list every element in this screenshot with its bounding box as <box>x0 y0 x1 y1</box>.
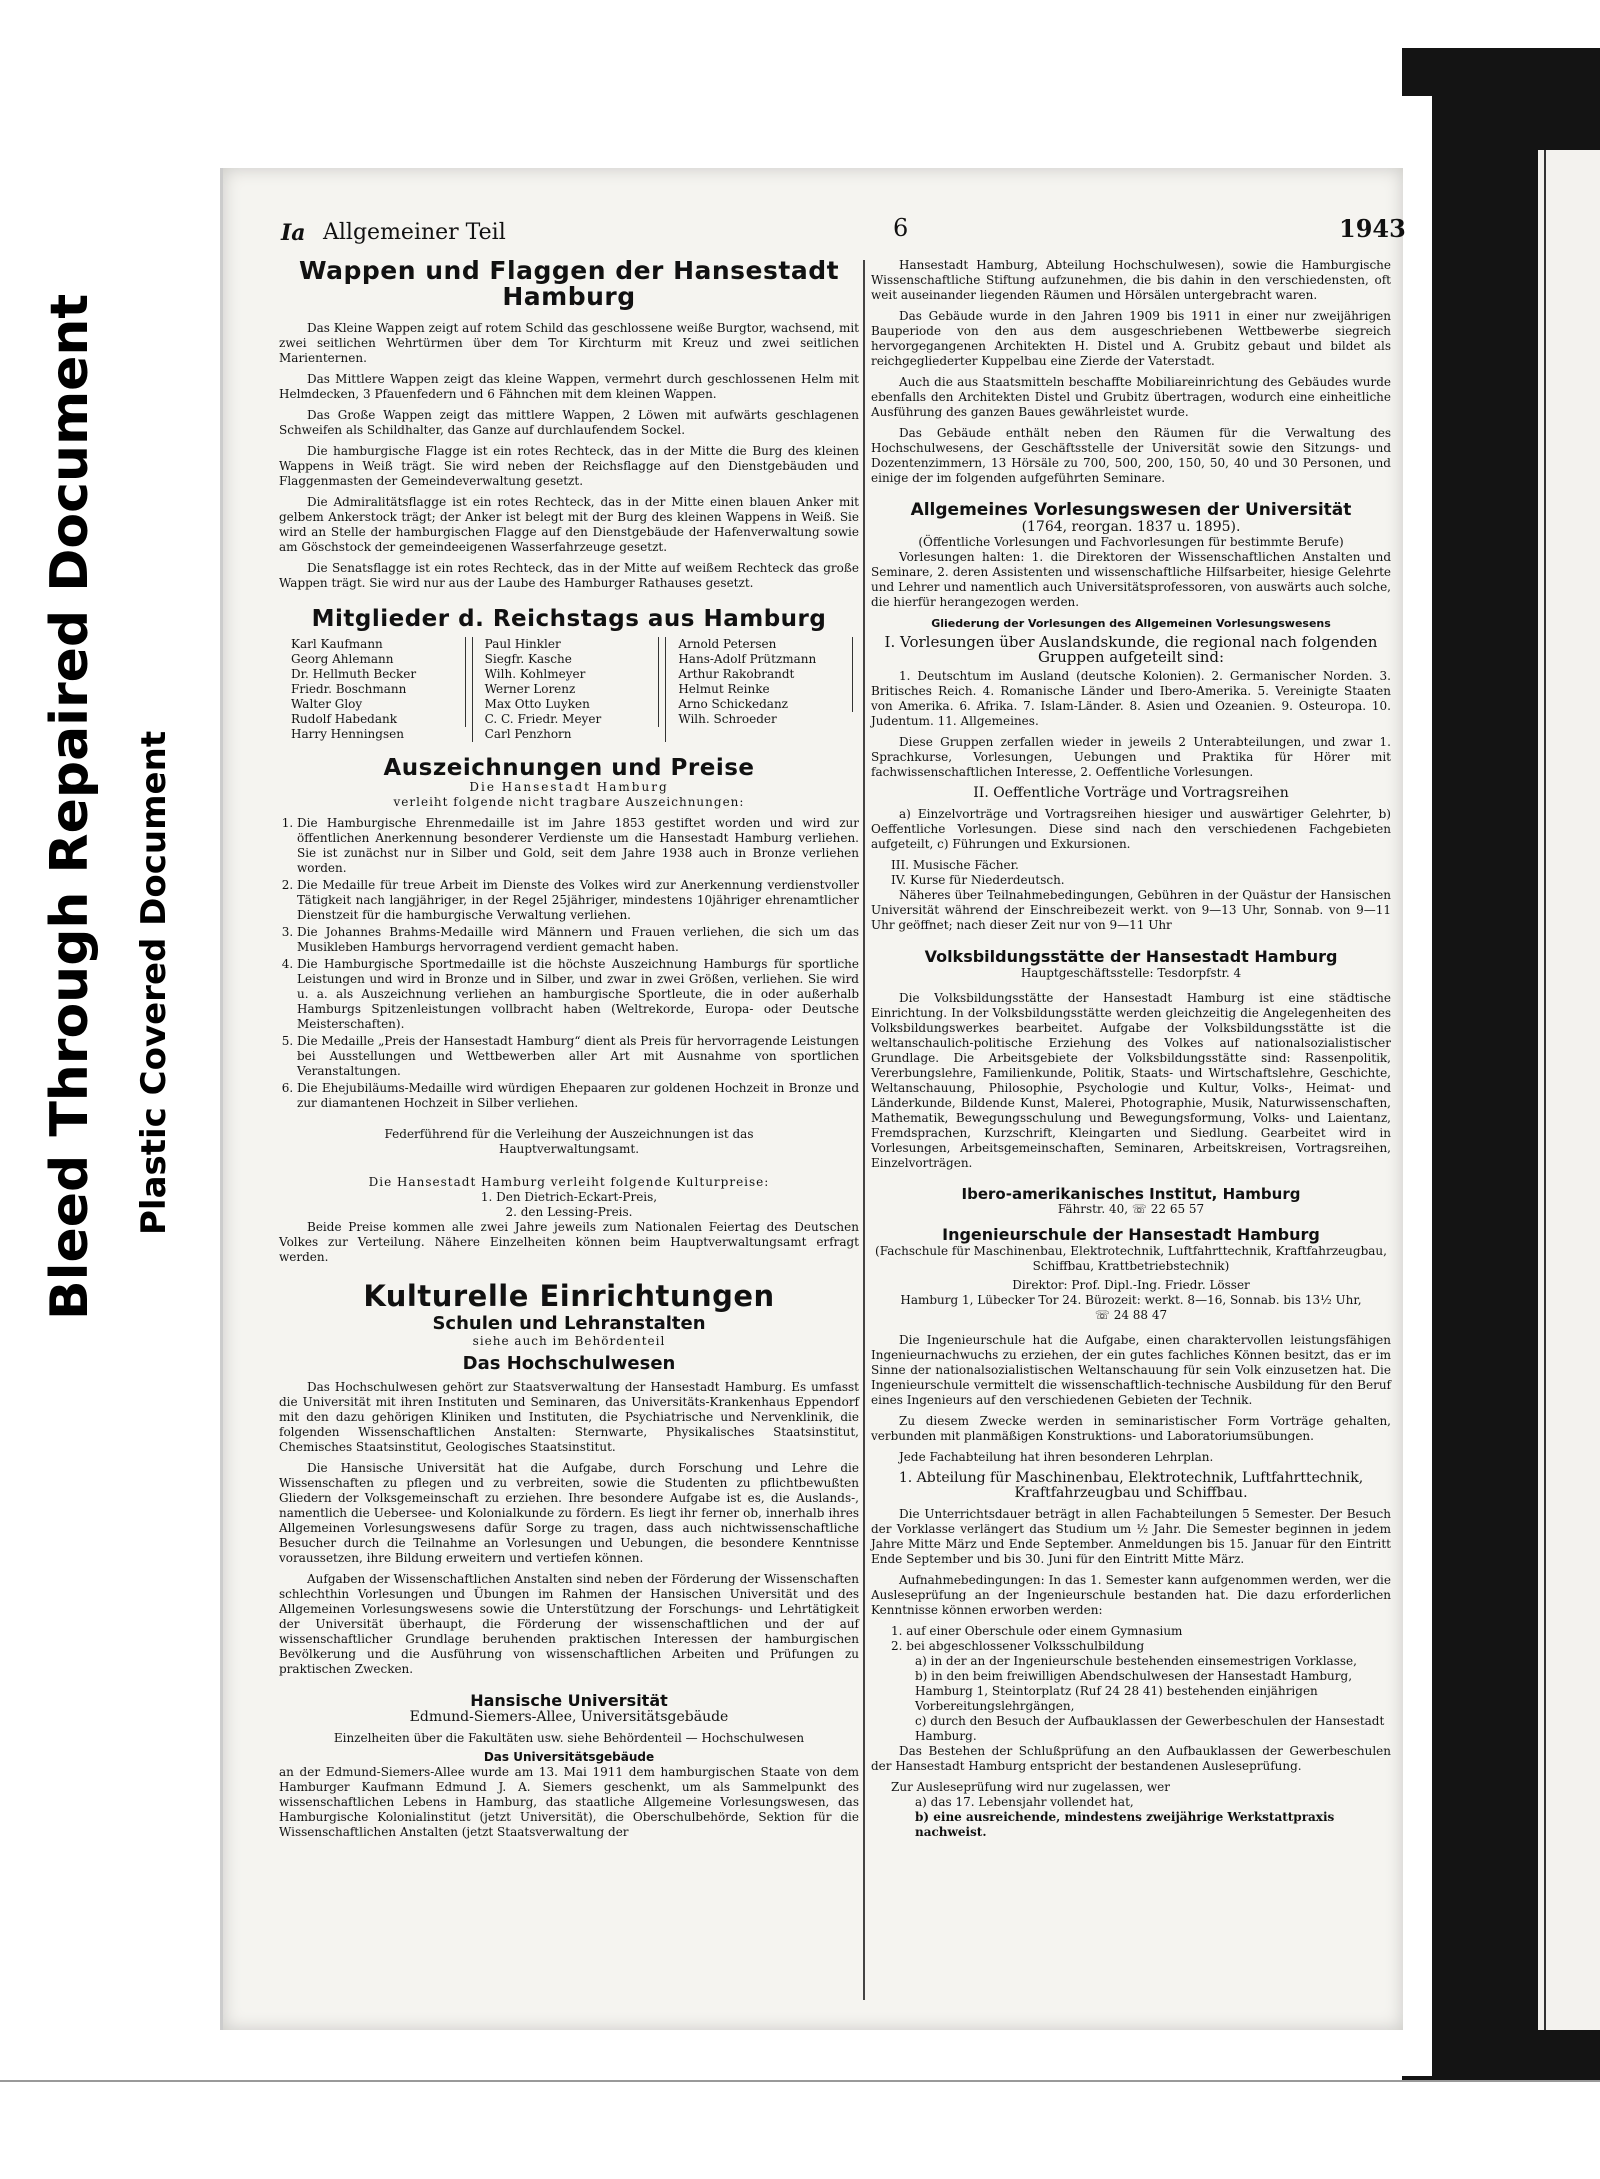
schulen-note: siehe auch im Behördenteil <box>472 1334 666 1349</box>
wappen-para: Das Kleine Wappen zeigt auf rotem Schild das geschlossene weiße Burgtor, wachsend, mit zwei seitlichen Wehrtürmen über dem Tor Kirchturm mit Kreuz und zwei seitlichen Marienternen. <box>279 320 859 365</box>
ingenieur-para: Zu diesem Zwecke werden in seminaristischer Form Vorträge gehalten, verbunden mit planmäßigen Konstruktions- und Laboratoriumsübungen. <box>871 1414 1391 1444</box>
schluss-text: Das Bestehen der Schlußprüfung an den Aufbauklassen der Gewerbeschulen der Hansestadt Hamburg entspricht der bestandenen Ausleseprüfung. <box>871 1744 1391 1774</box>
section-title: Allgemeiner Teil <box>323 220 506 245</box>
universitaet-address: Edmund-Siemers-Allee, Universitätsgebäude <box>409 1708 729 1725</box>
phone-icon: ☏ <box>1094 1308 1110 1323</box>
ingenieur-phone: 24 88 47 <box>1113 1308 1168 1323</box>
hsw-para: Die Hansische Universität hat die Aufgabe, durch Forschung und Lehre die Wissenschaften zu pflegen und zu verbreiten, sowie die Studenten zu pflichtbewußten Gliedern der Volksgemeinschaft zu erziehen. Ihre besondere Aufgabe ist es, die Auslands-, namentlich die Uebersee- und Kolonialkunde zu fördern. Es liegt ihr ferner ob, innerhalb ihres Allgemeinen Vorlesungswesens dafür Sorge zu tragen, dass auch nichtwissenschaftliche Besucher durch die Teilnahme an Vorlesungen und Uebungen, die besondere Kenntnisse voraussetzen, ihre Bildung erweitern und vertiefen können. <box>279 1461 859 1565</box>
groups-text: 1. Deutschtum im Ausland (deutsche Kolonien). 2. Germanischer Norden. 3. Britisches Reich. 4. Romanische Länder und Ibero-Amerika. 5. Vereinigte Staaten von Amerika. 6. Afrika. 7. Islam-Länder. 8. Asien und Ozeanien. 9. Osteuropa. 10. Judentum. 11. Allgemeines. <box>871 668 1391 728</box>
award-list <box>279 816 859 1111</box>
ibero-address: Fährstr. 40, <box>1057 1202 1129 1217</box>
wappen-para: Die Admiralitätsflagge ist ein rotes Rechteck, das in der Mitte einen blauen Anker mit gelbem Ankerstock trägt; der Anker ist belegt mit der Burg des kleinen Wappens in Weiß. Sie wird an Stelle der hamburgischen Flagge auf den Dienstgebäude der Hafenverwaltung sowie am Göschstock der gemeindeeigenen Wasserfahrzeuge gesetzt. <box>279 494 859 554</box>
ibero-phone: 22 65 57 <box>1150 1202 1205 1217</box>
member: Georg Ahlemann <box>285 652 466 667</box>
award-item: 6. Die Ehejubiläums-Medaille wird würdigen Ehepaaren zur goldenen Hochzeit in Bronze und zur diamantenen Hochzeit in Silber verliehen. <box>297 1081 859 1111</box>
adjacent-page-edge <box>1538 150 1600 2030</box>
member: Arthur Rakobrandt <box>672 667 853 682</box>
kultur-prize: 1. Den Dietrich-Eckart-Preis, <box>480 1189 658 1204</box>
award-item: 3. Die Johannes Brahms-Medaille wird Männern und Frauen verliehen, die sich um das Musikleben Hamburgs hervorragend verdient gemacht haben. <box>297 925 859 955</box>
award-item: 1. Die Hamburgische Ehrenmedaille ist im Jahre 1853 gestiftet worden und wird zur öffentlichen Anerkennung besonderer Verdienste um die Hansestadt Hamburg verliehen. Sie ist zunächst nur in Silber und Gold, seit dem Jahre 1938 auch in Bronze verliehen worden. <box>297 816 859 876</box>
reichstag-heading: Mitglieder d. Reichstags aus Hamburg <box>311 605 827 632</box>
vbs-text: Die Volksbildungsstätte der Hansestadt Hamburg ist eine städtische Einrichtung. In der Volksbildungsstätte werden gleichzeitig die Angelegenheiten des Volksbildungswerkes bearbeitet. Aufgabe der Volksbildungsstätte ist die weltanschaulich-politische Erziehung des Volkes auf nationalsozialistischer Grundlage. Die Arbeitsgebiete der Volksbildungsstätte sind: Rassenpolitik, Vererbungslehre, Familienkunde, Politik, Staats- und Wirtschaftslehre, Geschichte, Weltanschauung, Philosophie, Psychologie und Kultur, Volks-, Heimat- und Länderkunde, Bildende Kunst, Malerei, Photographie, Musik, Naturwissenschaften, Mathematik, Bewegungsschulung und Bewegungsformung, Volks- und Laientanz, Fremdsprachen, Kurzschrift, Kleingarten und Siedlung. Gearbeitet wird in Vorlesungen, Arbeitsgemeinschaften, Seminaren, Arbeitskreisen, Vortragsreihen, Einzelvorträgen. <box>871 990 1391 1170</box>
section-4: IV. Kurse für Niederdeutsch. <box>891 872 1065 887</box>
member: Arno Schickedanz <box>672 697 853 712</box>
ingenieur-address: Hamburg 1, Lübecker Tor 24. Bürozeit: werkt. 8—16, Sonnab. bis 13½ Uhr, <box>900 1293 1362 1308</box>
bleed-through-label: Bleed Through Repaired Document <box>40 293 100 1320</box>
hochschulwesen-heading: Das Hochschulwesen <box>462 1353 676 1375</box>
member: Werner Lorenz <box>479 682 660 697</box>
universitaet-text: an der Edmund-Siemers-Allee wurde am 13. Mai 1911 dem hamburgischen Staate von dem Hamburger Kaufmann Edmund J. A. Siemers geschenkt, um als Sammelpunkt des wissenschaftlichen Lebens in Hamburg, das staatliche Allgemeine Vorlesungswesen, das Hamburgische Kolonialinstitut (jetzt Universität), die Oberschulbehörde, Sektion für die Wissenschaftlichen Anstalten (jetzt Staatsverwaltung der <box>279 1764 859 1839</box>
requirement: 2. bei abgeschlossener Volksschulbildung <box>891 1639 1145 1654</box>
ibero-heading: Ibero-amerikanisches Institut, Hamburg <box>961 1184 1301 1203</box>
abteilung-text: Die Unterrichtsdauer beträgt in allen Fachabteilungen 5 Semester. Der Besuch der Vorklasse verlängert das Studium um ½ Jahr. Die Semester beginnen in jedem Jahre Mitte März und Ende September. Anmeldungen bis 15. Januar für den Eintritt Ende September und bis 30. Juni für den Eintritt Mitte März. <box>871 1507 1391 1567</box>
universitaet-note: Einzelheiten über die Fakultäten usw. siehe Behördenteil — Hochschulwesen <box>333 1730 805 1745</box>
member: Friedr. Boschmann <box>285 682 466 697</box>
abteilung-heading: 1. Abteilung für Maschinenbau, Elektrotechnik, Luftfahrttechnik, Kraftfahrzeugbau und Schiffbau. <box>898 1470 1364 1502</box>
award-item: 5. Die Medaille „Preis der Hansestadt Hamburg“ dient als Preis für hervorragende Leistungen bei Ausstellungen und Wettbewerben aller Art mit Ausnahme von sportlichen Veranstaltungen. <box>297 1034 859 1079</box>
ingenieur-director: Direktor: Prof. Dipl.-Ing. Friedr. Lösser <box>1012 1278 1250 1293</box>
universitaet-heading: Hansische Universität <box>470 1691 668 1710</box>
member: Carl Penzhorn <box>484 726 572 741</box>
page-header <box>281 214 1406 254</box>
phone-icon: ☏ <box>1131 1202 1147 1217</box>
preise-subtitle: Die Hansestadt Hamburg <box>469 779 669 794</box>
preise-subtitle: verleiht folgende nicht tragbare Auszeichnungen: <box>393 794 745 809</box>
award-item: 4. Die Hamburgische Sportmedaille ist die höchste Auszeichnung Hamburgs für sportliche Leistungen und wird in Bronze und in Silber, und zwar in zwei Größen, verliehen. Sie wird u. a. als Auszeichnung verliehen an hamburgische Sportleute, die in oder außerhalb Hamburgs Spitzenleistungen vollbracht haben (Weltrekorde, Europa- oder Deutsche Meisterschaften). <box>297 957 859 1032</box>
hsw-para: Aufgaben der Wissenschaftlichen Anstalten sind neben der Förderung der Wissenschaften schlechthin Vorlesungen und Übungen im Rahmen der Hansischen Universität und des Allgemeinen Vorlesungswesens sowie die Unterstützung der Forschungs- und Lehrtätigkeit der Universität überhaupt, die Förderung der wissenschaftlichen und der auf wissenschaftlicher Grundlage beruhenden praktischen Interessen der hamburgischen Bevölkerung und die Ausführung von wissenschaftlichen Arbeiten und Prüfungen zu praktischen Zwecken. <box>279 1572 859 1676</box>
wappen-para: Das Mittlere Wappen zeigt das kleine Wappen, vermehrt durch geschlossenen Helm mit Helmdecken, 3 Pfauenfedern und 6 Fähnchen mit dem kleinen Wappen. <box>279 371 859 401</box>
wappen-para: Die Senatsflagge ist ein rotes Rechteck, das in der Mitte auf weißem Rechteck das große Wappen trägt. Sie wird nur aus der Laube des Hamburger Rathauses gesetzt. <box>279 560 859 590</box>
member: Paul Hinkler <box>479 637 660 652</box>
avw-years: (1764, reorgan. 1837 u. 1895). <box>1021 518 1241 535</box>
kultur-prize: 2. den Lessing-Preis. <box>505 1204 633 1219</box>
plastic-covered-label: Plastic Covered Document <box>134 730 174 1235</box>
aufnahme-text: Aufnahmebedingungen: In das 1. Semester kann aufgenommen werden, wer die Ausleseprüfung an der Ingenieurschule bestanden hat. Die dazu erforderlichen Kenntnisse können erworben werden: <box>871 1573 1391 1618</box>
member: Harry Henningsen <box>291 726 404 741</box>
member: Wilh. Schroeder <box>678 711 777 726</box>
side-labels <box>40 293 200 1340</box>
member: Arnold Petersen <box>672 637 853 652</box>
fees-text: Näheres über Teilnahmebedingungen, Gebühren in der Quästur der Hansischen Universität während der Einschreibezeit werkt. von 9—13 Uhr, Sonnab. von 9—11 Uhr geöffnet; nach dieser Zeit nur von 9—11 Uhr <box>871 887 1391 932</box>
member: Dr. Hellmuth Becker <box>285 667 466 682</box>
document-page <box>220 168 1406 2030</box>
kulturelle-heading: Kulturelle Einrichtungen <box>363 1278 775 1313</box>
hsw-para: Das Hochschulwesen gehört zur Staatsverwaltung der Hansestadt Hamburg. Es umfasst die Universität mit ihren Instituten und Seminaren, das Universitäts-Krankenhaus Eppendorf mit den dazu gehörigen Kliniken und Instituten, die Psychiatrische und Nervenklinik, die folgenden Wissenschaftlichen Anstalten: Sternwarte, Physikalisches Staatsinstitut, Chemisches Staatsinstitut, Geologisches Staatsinstitut. <box>279 1380 859 1454</box>
award-item: 2. Die Medaille für treue Arbeit im Dienste des Volkes wird zur Anerkennung verdienstvoller Tätigkeit nach langjähriger, in der Regel 25jähriger, mindestens 10jähriger ehrenamtlicher Dienstzeit für die hamburgische Verwaltung verliehen. <box>297 878 859 923</box>
member: C. C. Friedr. Meyer <box>479 712 660 727</box>
gliederung-heading: Gliederung der Vorlesungen des Allgemeinen Vorlesungswesens <box>931 616 1331 630</box>
wappen-para: Das Große Wappen zeigt das mittlere Wappen, 2 Löwen mit aufwärts geschlagenen Schweifen als Schildhalter, das Ganze auf durchlaufendem Sockel. <box>279 407 859 437</box>
avw-text: Vorlesungen halten: 1. die Direktoren der Wissenschaftlichen Anstalten und Seminare, 2. deren Assistenten und wissenschaftliche Hilfsarbeiter, hiesige Gelehrte und Lehrer und namentlich auch Universitätsprofessoren, von auswärts auch solche, die hierfür herangezogen werden. <box>871 549 1391 609</box>
vbs-heading: Volksbildungsstätte der Hansestadt Hamburg <box>924 946 1338 966</box>
column-divider <box>863 260 865 2000</box>
requirement: 1. auf einer Oberschule oder einem Gymnasium <box>891 1624 1183 1639</box>
member: Max Otto Luyken <box>479 697 660 712</box>
section-mark: Ia <box>281 220 306 246</box>
member: Siegfr. Kasche <box>479 652 660 667</box>
ingenieur-heading: Ingenieurschule der Hansestadt Hamburg <box>942 1225 1320 1245</box>
federf-line: Hauptverwaltungsamt. <box>498 1141 640 1156</box>
zulassung: Zur Ausleseprüfung wird nur zugelassen, wer <box>891 1780 1170 1795</box>
intro-para: Hansestadt Hamburg, Abteilung Hochschulwesen), sowie die Hamburgische Wissenschaftliche Stiftung aufzunehmen, die bis dahin in den verschiedensten, oft weit auseinander liegenden Räumen und Hörsälen untergebracht waren. <box>871 258 1391 302</box>
vbs-sub: Hauptgeschäftsstelle: Tesdorpfstr. 4 <box>1020 965 1242 980</box>
intro-para: Das Gebäude enthält neben den Räumen für die Verwaltung des Hochschulwesens, der Geschäftsstelle der Universität sowie den Sitzungs- und Dozentenzimmern, 13 Hörsäle zu 700, 500, 200, 150, 50, 40 und 30 Personen, und einige der im folgenden aufgeführten Seminare. <box>871 426 1391 485</box>
wappen-para: Die hamburgische Flagge ist ein rotes Rechteck, das in der Mitte die Burg des kleinen Wappens in Weiß trägt. Sie wird neben der Reichsflagge auf den Dienstgebäuden und Flaggenmasten der Gemeindeverwaltung gesetzt. <box>279 443 859 488</box>
section-2-text: a) Einzelvorträge und Vortragsreihen hiesiger und auswärtiger Gelehrter, b) Oeffentliche Vorlesungen. Diese sind nach den verschiedenen Fachgebieten aufgeteilt, c) Führungen und Exkursionen. <box>871 806 1391 851</box>
left-column <box>279 258 859 1846</box>
zulassung-item: b) eine ausreichende, mindestens zweijährige Werkstattpraxis nachweist. <box>915 1810 1335 1840</box>
year: 1943 <box>1339 214 1406 243</box>
member: Rudolf Habedank <box>285 712 466 727</box>
avw-sub: (Öffentliche Vorlesungen und Fachvorlesungen für bestimmte Berufe) <box>918 534 1344 549</box>
universitaetsgebaeude-heading: Das Universitätsgebäude <box>483 1749 655 1764</box>
kultur-intro: Die Hansestadt Hamburg verleiht folgende Kulturpreise: <box>368 1174 770 1189</box>
member: Hans-Adolf Prützmann <box>672 652 853 667</box>
requirement: a) in der an der Ingenieurschule bestehenden einsemestrigen Vorklasse, <box>915 1654 1357 1669</box>
section-2-heading: II. Oeffentliche Vorträge und Vortragsreihen <box>973 784 1289 801</box>
page-number: 6 <box>893 214 909 242</box>
intro-para: Das Gebäude wurde in den Jahren 1909 bis 1911 in einer nur zweijährigen Bauperiode von den aus dem ausgeschriebenen Wettbewerbe siegreich hervorgegangenen Architekten H. Distel und A. Grubitz gebaut und bildet als reichgegliederter Kuppelbau eine Zierde der Vaterstadt. <box>871 309 1391 368</box>
member: Walter Gloy <box>285 697 466 712</box>
scan-bottom-margin <box>0 2080 1600 2179</box>
section-3: III. Musische Fächer. <box>891 857 1019 872</box>
schulen-heading: Schulen und Lehranstalten <box>432 1313 706 1335</box>
kultur-note: Beide Preise kommen alle zwei Jahre jeweils zum Nationalen Feiertag des Deutschen Volkes zur Verteilung. Nähere Einzelheiten können beim Hauptverwaltungsamt erfragt werden. <box>279 1219 859 1264</box>
member: Wilh. Kohlmeyer <box>479 667 660 682</box>
federf-line: Federführend für die Verleihung der Auszeichnungen ist das <box>384 1126 754 1141</box>
right-column <box>871 258 1391 1840</box>
preise-heading: Auszeichnungen und Preise <box>383 754 755 781</box>
avw-heading: Allgemeines Vorlesungswesen der Universität <box>910 500 1352 520</box>
ibero-contact <box>871 1202 1391 1217</box>
ingenieur-contact <box>871 1308 1391 1323</box>
ingenieur-sub: (Fachschule für Maschinenbau, Elektrotechnik, Luftfahrttechnik, Kraftfahrzeugbau, Schiffbau, Krattbetriebstechnik) <box>875 1244 1387 1274</box>
scan-top-margin <box>0 0 1600 48</box>
member-list <box>279 637 859 742</box>
section-1-heading: I. Vorlesungen über Auslandskunde, die regional nach folgenden Gruppen aufgeteilt sind: <box>884 632 1378 666</box>
requirement: b) in den beim freiwilligen Abendschulwesen der Hansestadt Hamburg, Hamburg 1, Steintorplatz (Ruf 24 28 41) bestehenden einjährigen Vorbereitungslehrgängen, <box>915 1669 1353 1714</box>
wappen-heading: Wappen und Flaggen der Hansestadt Hamburg <box>298 256 840 312</box>
zulassung-item: a) das 17. Lebensjahr vollendet hat, <box>915 1795 1134 1810</box>
member: Helmut Reinke <box>672 682 853 697</box>
intro-para: Auch die aus Staatsmitteln beschaffte Mobiliareinrichtung des Gebäudes wurde ebenfalls den Architekten Distel und Grubitz übertragen, wodurch eine einheitliche Ausführung des ganzen Baues gewährleistet wurde. <box>871 375 1391 419</box>
groups-note: Diese Gruppen zerfallen wieder in jeweils 2 Unterabteilungen, und zwar 1. Sprachkurse, Vorlesungen, Uebungen und Praktika für Hörer mit fachwissenschaftlichen Interesse, 2. Oeffentliche Vorlesungen. <box>871 734 1391 779</box>
ingenieur-para: Jede Fachabteilung hat ihren besonderen Lehrplan. <box>899 1450 1214 1465</box>
requirement: c) durch den Besuch der Aufbauklassen der Gewerbeschulen der Hansestadt Hamburg. <box>915 1714 1385 1744</box>
member: Karl Kaufmann <box>285 637 466 652</box>
ingenieur-para: Die Ingenieurschule hat die Aufgabe, einen charaktervollen leistungsfähigen Ingenieurnachwuchs zu erziehen, der ein gutes fachliches Können besitzt, das er im Sinne der nationalsozialistischen Weltanschauung für sein Volk einzusetzen hat. Die Ingenieurschule vermittelt die wissenschaftlich-technische Ausbildung für den Beruf eines Ingenieurs auf den verschiedenen Gebieten der Technik. <box>871 1333 1391 1408</box>
